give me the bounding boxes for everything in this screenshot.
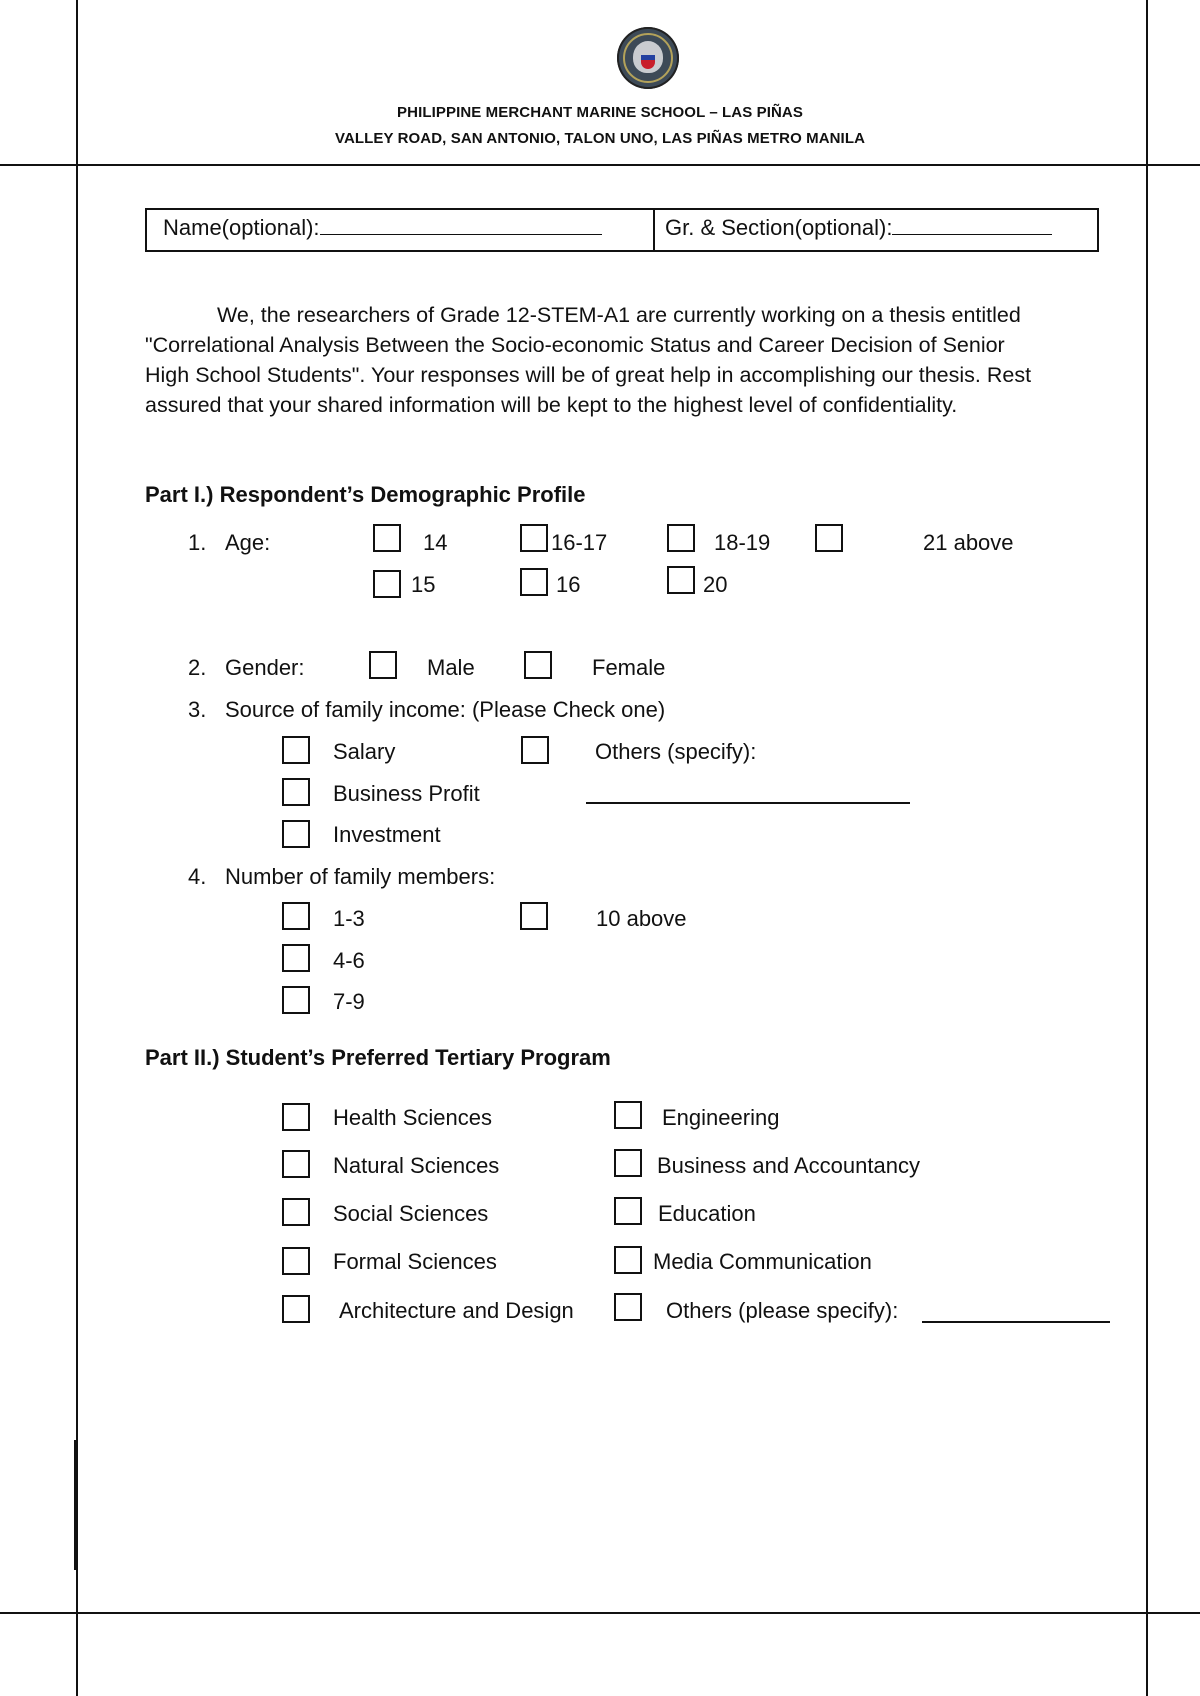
program-checkbox[interactable] [614, 1293, 642, 1321]
section-blank[interactable] [892, 214, 1052, 235]
question-number: 1. [188, 530, 207, 555]
members-checkbox[interactable] [282, 944, 310, 972]
members-option: 1-3 [333, 906, 365, 931]
program-checkbox[interactable] [614, 1197, 642, 1225]
gender-option: Female [592, 655, 666, 680]
members-checkbox[interactable] [520, 902, 548, 930]
income-checkbox[interactable] [521, 736, 549, 764]
question-number: 4. [188, 864, 207, 889]
program-checkbox[interactable] [282, 1247, 310, 1275]
members-option: 7-9 [333, 989, 365, 1014]
section-field[interactable] [665, 214, 1052, 241]
info-box-divider [653, 210, 655, 250]
program-option: Natural Sciences [333, 1153, 500, 1178]
part1-title: Part I.) Respondent’s Demographic Profile [145, 482, 586, 507]
program-checkbox[interactable] [614, 1101, 642, 1129]
left-margin-mark [74, 1440, 77, 1570]
question-number: 2. [188, 655, 207, 680]
program-other-blank[interactable] [922, 1321, 1110, 1323]
name-label: Name(optional): [163, 215, 320, 240]
members-option: 4-6 [333, 948, 365, 973]
members-label: Number of family members: [225, 864, 496, 889]
program-checkbox[interactable] [614, 1149, 642, 1177]
age-option: 16-17 [551, 530, 608, 555]
members-checkbox[interactable] [282, 902, 310, 930]
income-label: Source of family income: (Please Check one) [225, 697, 666, 722]
income-option: Salary [333, 739, 396, 764]
program-option: Social Sciences [333, 1201, 489, 1226]
income-option: Business Profit [333, 781, 480, 806]
age-checkbox[interactable] [815, 524, 843, 552]
program-option: Architecture and Design [339, 1298, 574, 1323]
age-option: 18-19 [714, 530, 771, 555]
program-option: Health Sciences [333, 1105, 492, 1130]
right-border-line [1146, 0, 1148, 1696]
program-checkbox[interactable] [282, 1103, 310, 1131]
program-option: Media Communication [653, 1249, 872, 1274]
members-checkbox[interactable] [282, 986, 310, 1014]
program-checkbox[interactable] [282, 1295, 310, 1323]
intro-line: We, the researchers of Grade 12-STEM-A1 are currently working on a thesis entitled [217, 303, 1021, 327]
members-option: 10 above [596, 906, 687, 931]
program-checkbox[interactable] [614, 1246, 642, 1274]
program-option: Formal Sciences [333, 1249, 497, 1274]
question-number: 3. [188, 697, 207, 722]
income-checkbox[interactable] [282, 736, 310, 764]
program-checkbox[interactable] [282, 1198, 310, 1226]
section-label: Gr. & Section(optional): [665, 215, 893, 240]
income-checkbox[interactable] [282, 778, 310, 806]
gender-checkbox[interactable] [524, 651, 552, 679]
name-field[interactable] [163, 214, 602, 241]
age-checkbox[interactable] [520, 568, 548, 596]
intro-line: "Correlational Analysis Between the Socio-economic Status and Career Decision of Senior [145, 333, 1005, 357]
age-checkbox[interactable] [373, 570, 401, 598]
school-seal-icon [617, 27, 679, 89]
age-label: Age: [225, 530, 271, 555]
age-option: 20 [703, 572, 728, 597]
school-name: PHILIPPINE MERCHANT MARINE SCHOOL – LAS PIÑAS [397, 104, 803, 121]
income-option: Others (specify): [595, 739, 757, 764]
income-option: Investment [333, 822, 441, 847]
footer-divider-line [0, 1612, 1200, 1614]
intro-line: High School Students". Your responses will be of great help in accomplishing our thesis. Rest [145, 363, 1032, 387]
header-divider-line [0, 164, 1200, 166]
age-checkbox[interactable] [373, 524, 401, 552]
income-other-blank[interactable] [586, 802, 910, 804]
program-option: Education [658, 1201, 756, 1226]
age-option: 15 [411, 572, 436, 597]
part2-title: Part II.) Student’s Preferred Tertiary Program [145, 1045, 611, 1070]
school-address: VALLEY ROAD, SAN ANTONIO, TALON UNO, LAS PIÑAS METRO MANILA [334, 130, 866, 147]
name-blank[interactable] [320, 214, 602, 235]
program-option: Business and Accountancy [657, 1153, 920, 1178]
program-option: Others (please specify): [666, 1298, 899, 1323]
age-checkbox[interactable] [520, 524, 548, 552]
program-checkbox[interactable] [282, 1150, 310, 1178]
gender-option: Male [427, 655, 475, 680]
age-option: 21 above [923, 530, 1014, 555]
intro-paragraph [145, 300, 1145, 420]
income-checkbox[interactable] [282, 820, 310, 848]
program-option: Engineering [662, 1105, 780, 1130]
gender-checkbox[interactable] [369, 651, 397, 679]
intro-line: assured that your shared information will be kept to the highest level of confidentiality. [145, 393, 958, 417]
age-checkbox[interactable] [667, 524, 695, 552]
age-option: 16 [556, 572, 581, 597]
respondent-info-box [145, 208, 1099, 252]
age-checkbox[interactable] [667, 566, 695, 594]
gender-label: Gender: [225, 655, 305, 680]
age-option: 14 [423, 530, 448, 555]
